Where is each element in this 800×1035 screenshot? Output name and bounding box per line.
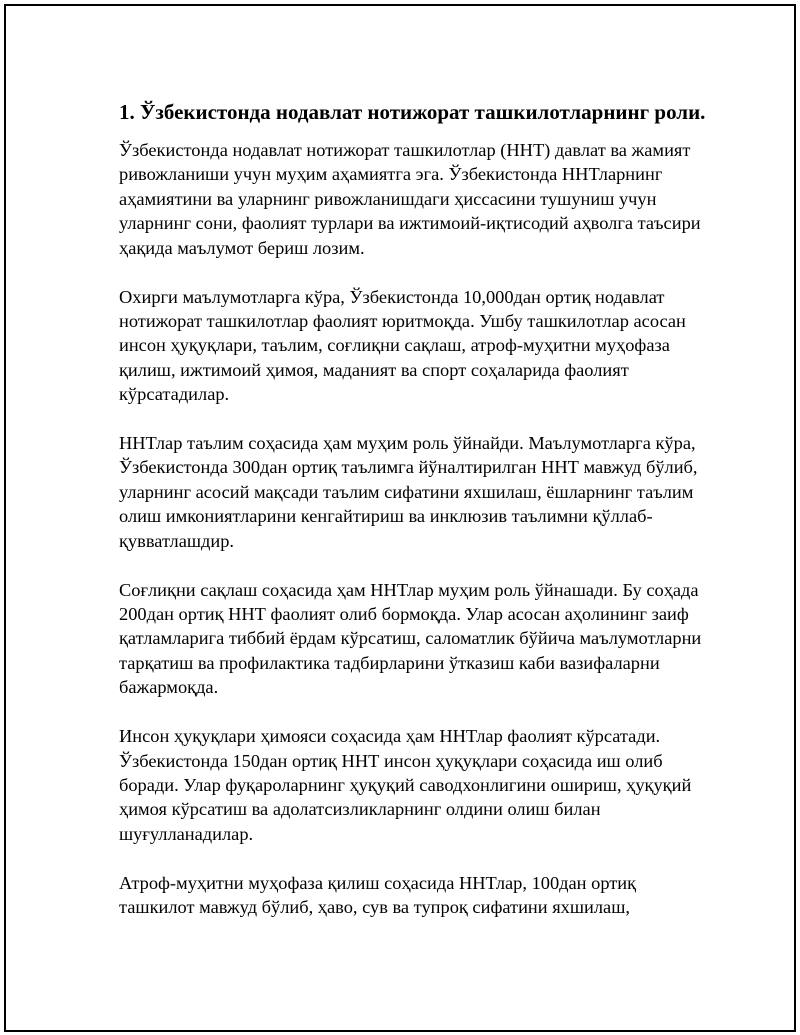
paragraph-education: ННТлар таълим соҳасида ҳам муҳим роль ўйнайди. Маълумотларга кўра, Ўзбекистонда 300дан ортиқ таълимга йўналтирилган ННТ мавжуд бўлиб, уларнинг асосий мақсади таълим сифатини яхшилаш, ёшларнинг таълим олиш имкониятларини кенгайтириш ва инклюзив таълимни қўллаб-қувватлашдир. [119,433,698,551]
section-heading: 1. Ўзбекистонда нодавлат нотижорат ташкилотларнинг роли. [119,100,706,124]
paragraph-human-rights: Инсон ҳуқуқлари ҳимояси соҳасида ҳам ННТлар фаолият кўрсатади. Ўзбекистонда 150дан ортиқ ННТ инсон ҳуқуқлари соҳасида иш олиб боради. Улар фуқароларнинг ҳуқуқий саводхонлигини ошириш, ҳуқуқий ҳимоя кўрсатиш ва адолатсизликларнинг олдини олиш билан шуғулланадилар. [119,726,692,844]
paragraph-environment: Атроф-муҳитни муҳофаза қилиш соҳасида ННТлар, 100дан ортиқ ташкилот мавжуд бўлиб, ҳаво, сув ва тупроқ сифатини яхшилаш, [119,872,637,918]
paragraph-healthcare: Соғлиқни сақлаш соҳасида ҳам ННТлар муҳим роль ўйнашади. Бу соҳада 200дан ортиқ ННТ фаолият олиб бормоқда. Улар асосан аҳолининг заиф қатламларига тиббий ёрдам кўрсатиш, саломатлик бўйича маълумотларни тарқатиш ва профилактика тадбирларини ўтказиш каби вазифаларни бажармоқда. [119,579,702,698]
document-body [119,98,709,944]
paragraph-intro: Ўзбекистонда нодавлат нотижорат ташкилотлар (ННТ) давлат ва жамият ривожланиши учун муҳим аҳамиятга эга. Ўзбекистонда ННТларнинг аҳамиятини ва уларнинг ривожланишдаги ҳиссасини тушуниш учун уларнинг сони, фаолият турлари ва ижтимоий-иқтисодий аҳволга таъсири ҳақида маълумот бериш лозим. [119,140,701,258]
document-page [4,4,796,1032]
paragraph-ngo-count: Охирги маълумотларга кўра, Ўзбекистонда 10,000дан ортиқ нодавлат нотижорат ташкилотлар фаолият юритмоқда. Ушбу ташкилотлар асосан инсон ҳуқуқлари, таълим, соғлиқни сақлаш, атроф-муҳитни муҳофаза қилиш, ижтимоий ҳимоя, маданият ва спорт соҳаларида фаолият кўрсатадилар. [119,286,686,405]
